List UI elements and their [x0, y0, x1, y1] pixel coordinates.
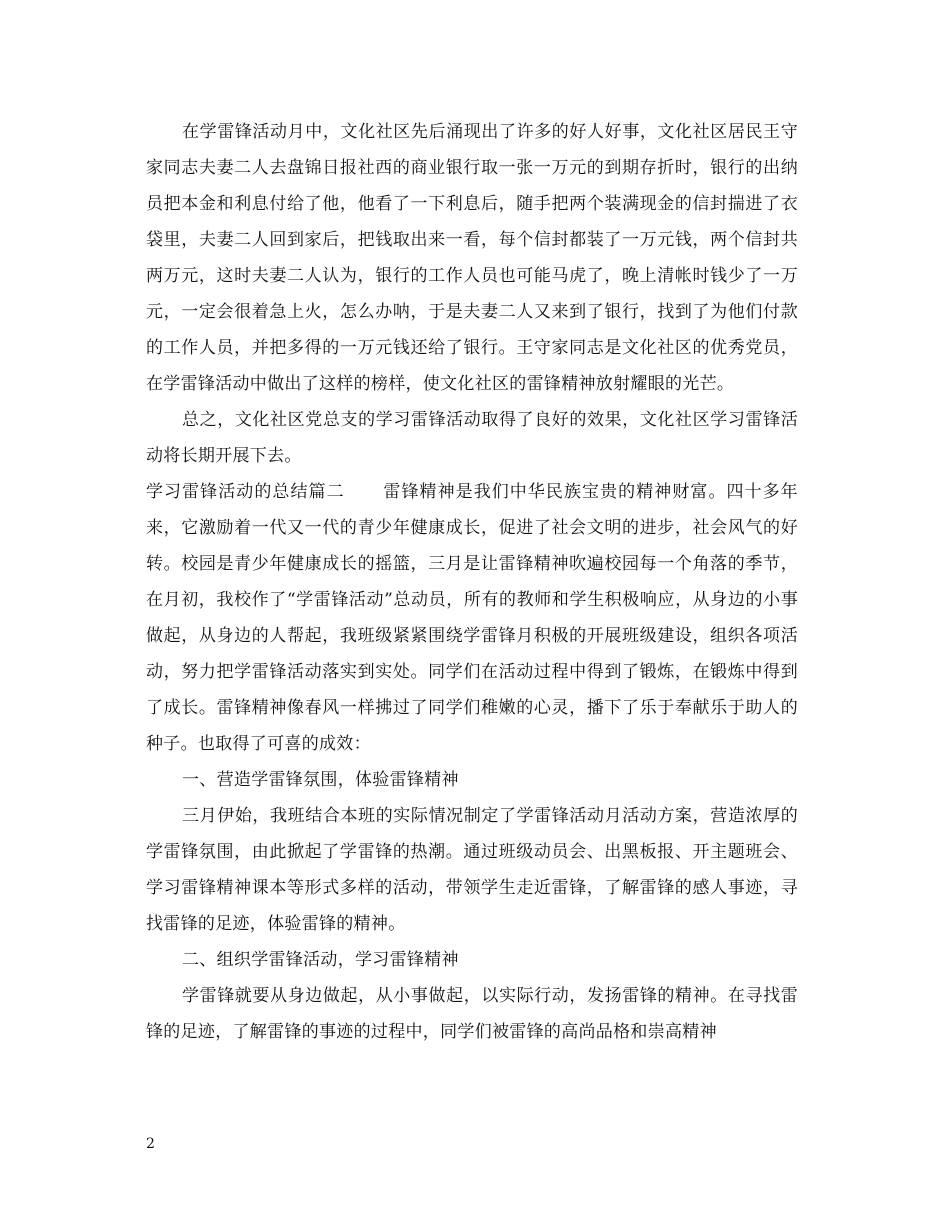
paragraph-activities: 学雷锋就要从身边做起，从小事做起，以实际行动，发扬雷锋的精神。在寻找雷锋的足迹，了解雷锋的事迹的过程中，同学们被雷锋的高尚品格和崇高精神 [146, 986, 798, 1042]
paragraph-atmosphere: 三月伊始，我班结合本班的实际情况制定了学雷锋活动月活动方案，营造浓厚的学雷锋氛围，由此掀起了学雷锋的热潮。通过班级动员会、出黑板报、开主题班会、学习雷锋精神课本等形式多样的活动，带领学生走近雷锋，了解雷锋的感人事迹，寻找雷锋的足迹，体验雷锋的精神。 [146, 806, 798, 934]
paragraph-summary: 总之，文化社区党总支的学习雷锋活动取得了良好的效果，文化社区学习雷锋活动将长期开展下去。 [146, 410, 798, 466]
subheading-two: 二、组织学雷锋活动，学习雷锋精神 [182, 950, 459, 970]
page-number: 2 [146, 1136, 155, 1152]
paragraph-community-story: 在学雷锋活动月中，文化社区先后涌现出了许多的好人好事，文化社区居民王守家同志夫妻二人去盘锦日报社西的商业银行取一张一万元的到期存折时，银行的出纳员把本金和利息付给了他，他看了一下利息后，随手把两个装满现金的信封揣进了衣袋里，夫妻二人回到家后，把钱取出来一看，每个信封都装了一万元钱，两个信封共两万元，这时夫妻二人认为，银行的工作人员也可能马虎了，晚上清帐时钱少了一万元，一定会很着急上火，怎么办呐，于是夫妻二人又来到了银行，找到了为他们付款的工作人员，并把多得的一万元钱还给了银行。王守家同志是文化社区的优秀党员，在学雷锋活动中做出了这样的榜样，使文化社区的雷锋精神放射耀眼的光芒。 [146, 122, 798, 394]
paragraph-section-two [146, 474, 798, 762]
section-intro-text: 雷锋精神是我们中华民族宝贵的精神财富。四十多年来，它激励着一代又一代的青少年健康成长，促进了社会文明的进步，社会风气的好转。校园是青少年健康成长的摇篮，三月是让雷锋精神吹遍校园每一个角落的季节，在月初，我校作了“学雷锋活动”总动员，所有的教师和学生积极响应，从身边的小事做起，从身边的人帮起，我班级紧紧围绕学雷锋月积极的开展班级建设，组织各项活动，努力把学雷锋活动落实到实处。同学们在活动过程中得到了锻炼，在锻炼中得到了成长。雷锋精神像春风一样拂过了同学们稚嫩的心灵，播下了乐于奉献乐于助人的种子。也取得了可喜的成效： [146, 482, 798, 754]
section-heading: 学习雷锋活动的总结篇二 [146, 482, 345, 502]
subheading-one: 一、营造学雷锋氛围，体验雷锋精神 [182, 770, 459, 790]
document-body [146, 114, 798, 1050]
